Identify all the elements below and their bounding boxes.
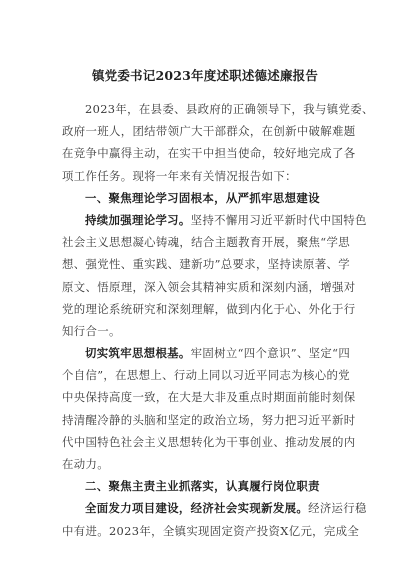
paragraph-line: [62, 497, 367, 519]
line-text: 原文、悟原理，深入领会其精神实质和深刻内涵，增强对: [62, 279, 356, 294]
paragraph-line: [62, 298, 356, 320]
line-text: 个自信”，在思想上、行动上同以习近平同志为核心的党: [62, 368, 350, 383]
paragraph-line: [62, 364, 350, 386]
paragraph-line: [62, 431, 356, 453]
paragraph-line: [62, 342, 350, 364]
document-body: [62, 98, 374, 542]
line-text: 持清醒冷静的头脑和坚定的政治立场，努力把习近平新时: [62, 412, 356, 427]
line-text: 中有进。2023年，全镇实现固定资产投资X亿元，完成全: [62, 523, 360, 538]
line-text: 政府一班人，团结带领广大干部群众，在创新中破解难题: [62, 124, 356, 139]
paragraph-line: [62, 253, 350, 275]
paragraph-line: [62, 231, 350, 253]
line-text: 在动力。: [62, 457, 109, 471]
line-text: 项工作任务。现将一年来有关情况报告如下：: [62, 168, 297, 183]
paragraph-line: [62, 209, 367, 231]
paragraph-line: [62, 320, 350, 342]
paragraph-line: [62, 98, 374, 120]
document-title: 镇党委书记2023年度述职述德述廉报告: [91, 68, 319, 83]
line-text: 想、强党性、重实践、建新功”总要求，坚持读原著、学: [62, 257, 350, 272]
paragraph-line: [62, 520, 360, 542]
line-text: 知行合一。: [62, 323, 121, 338]
line-text: 坚持不懈用习近平新时代中国特色: [190, 212, 367, 227]
line-text: 在竞争中赢得主动，在实干中担当使命，较好地完成了各: [62, 146, 356, 161]
line-text: 中央保持高度一致，在大是大非及重点时期面前能时刻保: [62, 390, 356, 405]
paragraph-line: [62, 276, 356, 298]
line-text: 社会主义思想凝心铸魂，结合主题教育开展，聚焦“学思: [62, 235, 350, 250]
line-text: 经济运行稳: [308, 501, 367, 516]
paragraph-line: [62, 386, 356, 408]
paragraph-line: [62, 142, 356, 164]
paragraph-line: [62, 409, 356, 431]
line-text: 一、聚焦理论学习固根本，从严抓牢思想建设: [85, 190, 320, 205]
paragraph-lead: 全面发力项目建设，经济社会实现新发展。: [85, 501, 309, 516]
line-text: 二、聚焦主责主业抓落实，认真履行岗位职责: [85, 479, 320, 494]
section-heading: [62, 475, 350, 497]
line-text: 牢固树立“四个意识”、坚定“四: [190, 346, 351, 361]
line-text: 党的理论系统研究和深刻理解，做到内化于心、外化于行: [62, 301, 356, 316]
paragraph-lead: 切实筑牢思想根基。: [85, 346, 191, 361]
paragraph-line: [62, 453, 350, 475]
paragraph-line: [62, 120, 356, 142]
line-text: 代中国特色社会主义思想转化为干事创业、推动发展的内: [62, 434, 356, 449]
paragraph-lead: 持续加强理论学习。: [85, 212, 191, 227]
paragraph-line: [62, 165, 350, 187]
section-heading: [62, 187, 350, 209]
line-text: 2023年，在县委、县政府的正确领导下，我与镇党委、: [85, 102, 374, 116]
